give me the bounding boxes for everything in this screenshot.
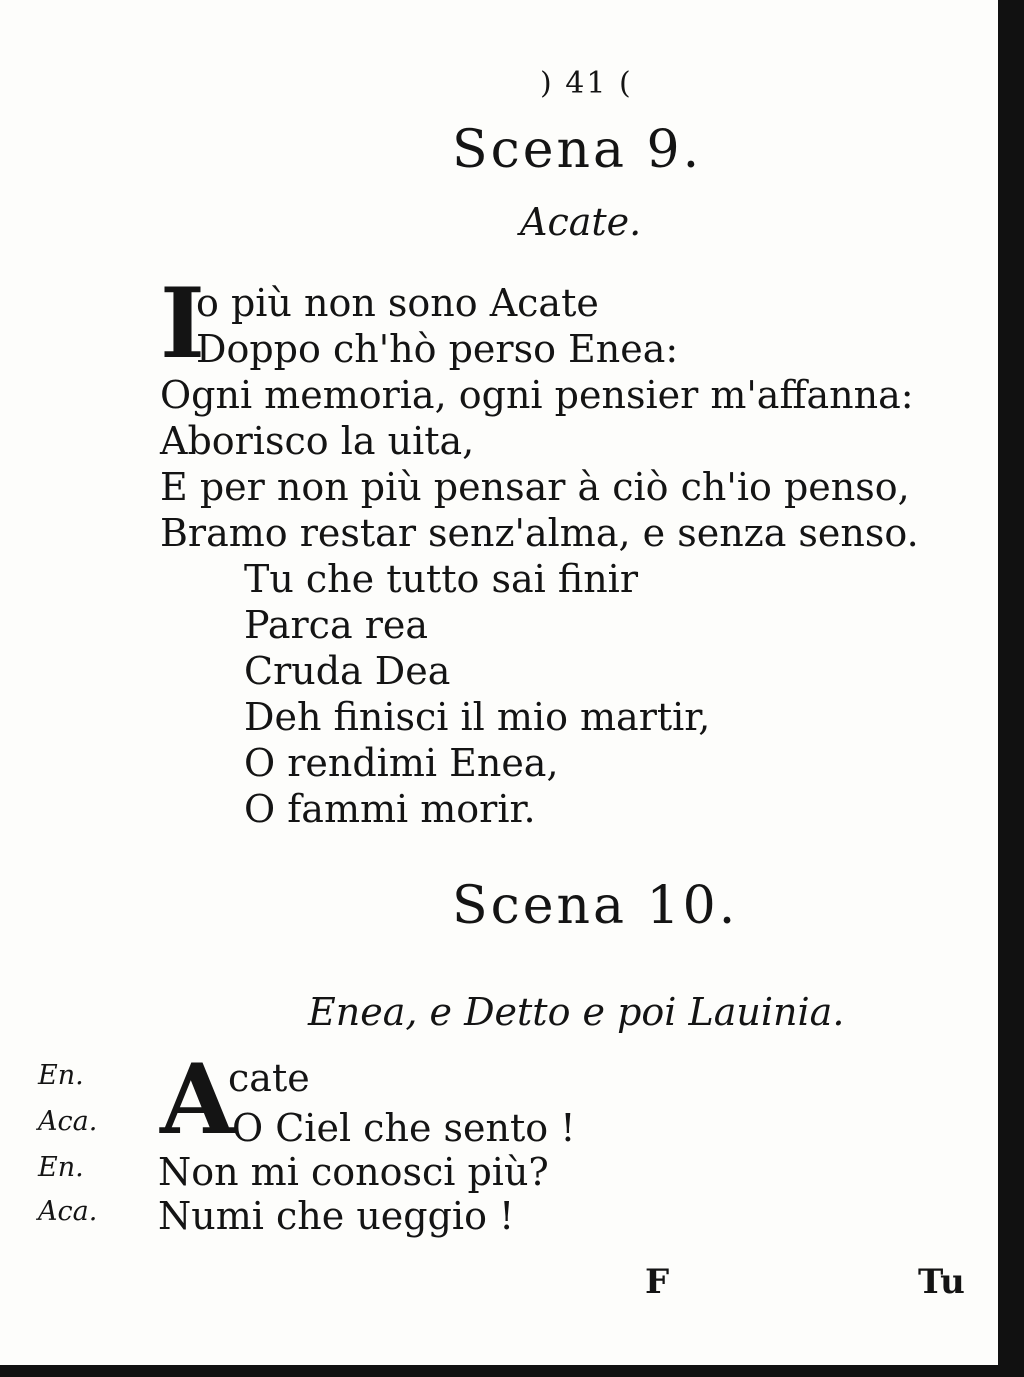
scene-9-dropcap: I — [160, 267, 205, 380]
verse-line: O rendimi Enea, — [244, 741, 559, 785]
dialogue-line: Numi che ueggio ! — [158, 1194, 515, 1238]
page-number: ) 41 ( — [540, 66, 633, 101]
verse-line: E per non più pensar à ciò ch'io penso, — [160, 465, 910, 509]
scene-10-dropcap: A — [160, 1043, 235, 1156]
catchword: Tu — [918, 1262, 965, 1302]
scene-9-character: Acate. — [520, 200, 642, 244]
verse-line: Cruda Dea — [244, 649, 451, 693]
speaker-label: Aca. — [38, 1196, 98, 1227]
verse-line: o più non sono Acate — [196, 281, 599, 325]
scan-border-right — [998, 0, 1024, 1377]
scene-10-cast: Enea, e Detto e poi Lauinia. — [308, 990, 845, 1034]
verse-line: Tu che tutto sai finir — [244, 557, 638, 601]
verse-line: Doppo ch'hò perso Enea: — [196, 327, 679, 371]
verse-line: Aborisco la uita, — [160, 419, 475, 463]
verse-line: Deh finisci il mio martir, — [244, 695, 711, 739]
scan-border-bottom — [0, 1365, 1024, 1377]
speaker-label: En. — [38, 1152, 84, 1183]
dialogue-line: cate — [228, 1056, 310, 1100]
verse-line: O fammi morir. — [244, 787, 536, 831]
signature-mark: F — [645, 1262, 670, 1302]
verse-line: Bramo restar senz'alma, e senza senso. — [160, 511, 919, 555]
verse-line: Parca rea — [244, 603, 429, 647]
dialogue-line: Non mi conosci più? — [158, 1150, 549, 1194]
scene-9-title: Scena 9. — [452, 120, 703, 180]
speaker-label: En. — [38, 1060, 84, 1091]
scene-10-title: Scena 10. — [452, 876, 739, 936]
speaker-label: Aca. — [38, 1106, 98, 1137]
verse-line: Ogni memoria, ogni pensier m'affanna: — [160, 373, 914, 417]
dialogue-line: O Ciel che sento ! — [232, 1106, 576, 1150]
